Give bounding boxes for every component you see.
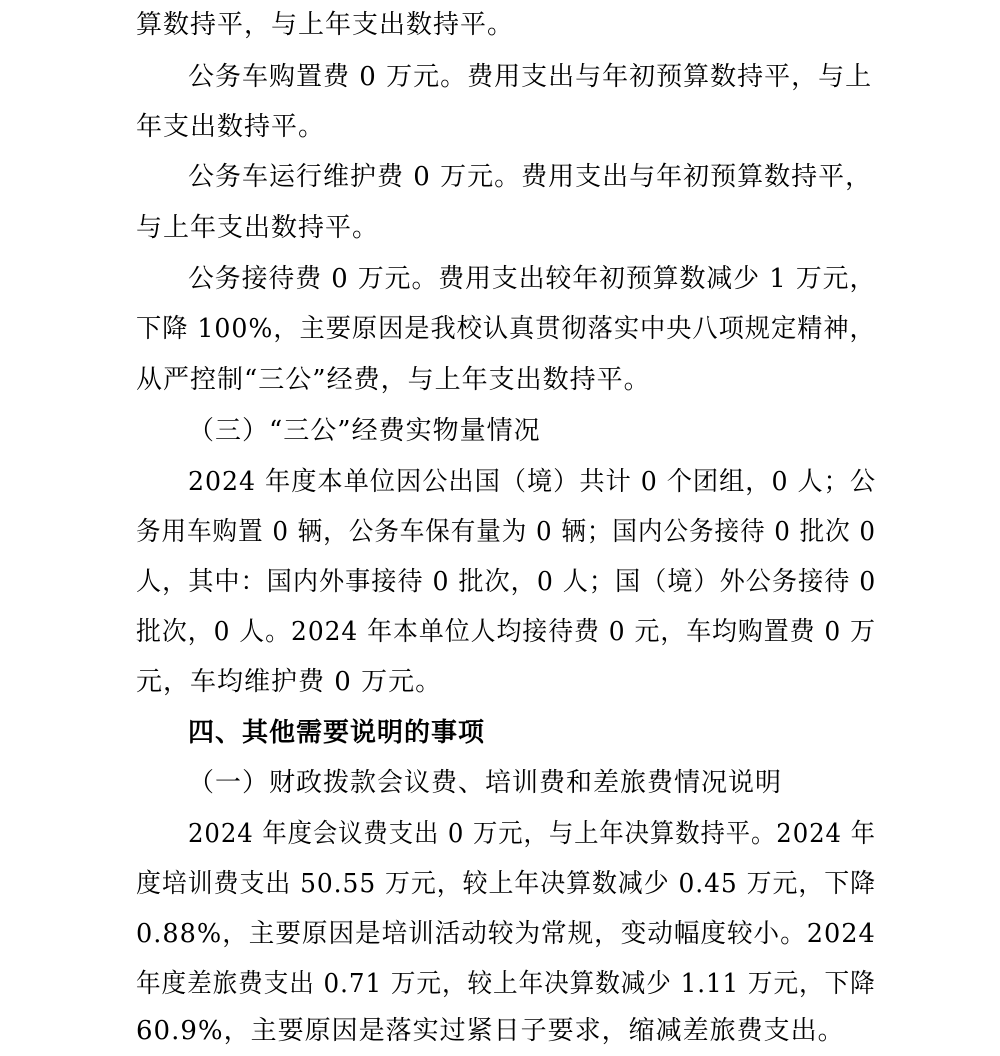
text-line — [0, 657, 1000, 707]
text-line — [0, 959, 1000, 1009]
text-line — [0, 507, 1000, 557]
heading-text: （一）财政拨款会议费、培训费和差旅费情况说明 — [188, 768, 783, 798]
line-text: 公务车运行维护费 0 万元。费用支出与年初预算数持平， — [188, 162, 873, 192]
line-text: 公务车购置费 0 万元。费用支出与年初预算数持平，与上 — [188, 62, 873, 92]
line-text: 下降 100%，主要原因是我校认真贯彻落实中央八项规定精神， — [136, 314, 876, 344]
line-text: 2024 年度本单位因公出国（境）共计 0 个团组，0 人；公 — [188, 467, 877, 497]
line-text: 算数持平，与上年支出数持平。 — [136, 10, 515, 40]
line-text: 批次，0 人。2024 年本单位人均接待费 0 元，车均购置费 0 万 — [136, 617, 876, 647]
text-line — [0, 152, 1000, 202]
text-line — [0, 355, 1000, 405]
text-line — [0, 557, 1000, 607]
text-line — [0, 457, 1000, 507]
text-line — [0, 102, 1000, 152]
text-line — [0, 0, 1000, 50]
line-text: 年度差旅费支出 0.71 万元，较上年决算数减少 1.11 万元，下降 — [136, 969, 876, 999]
text-line — [0, 809, 1000, 859]
line-text: 60.9%，主要原因是落实过紧日子要求，缩减差旅费支出。 — [136, 1016, 845, 1046]
section-heading — [0, 708, 1000, 758]
text-line — [0, 909, 1000, 959]
heading-text: （三）“三公”经费实物量情况 — [188, 416, 541, 446]
line-text: 人，其中：国内外事接待 0 批次，0 人；国（境）外公务接待 0 — [136, 567, 877, 597]
line-text: 务用车购置 0 辆，公务车保有量为 0 辆；国内公务接待 0 批次 0 — [136, 517, 876, 547]
line-text: 年支出数持平。 — [136, 112, 326, 142]
line-text: 从严控制“三公”经费，与上年支出数持平。 — [136, 365, 651, 395]
text-line — [0, 859, 1000, 909]
section-heading — [0, 406, 1000, 456]
line-text: 0.88%，主要原因是培训活动较为常规，变动幅度较小。2024 — [136, 919, 876, 949]
line-text: 公务接待费 0 万元。费用支出较年初预算数减少 1 万元， — [188, 264, 877, 294]
heading-text: 四、其他需要说明的事项 — [188, 718, 486, 748]
text-line — [0, 607, 1000, 657]
text-line — [0, 203, 1000, 253]
line-text: 2024 年度会议费支出 0 万元，与上年决算数持平。2024 年 — [188, 819, 876, 849]
line-text: 度培训费支出 50.55 万元，较上年决算数减少 0.45 万元，下降 — [136, 869, 876, 899]
text-line — [0, 304, 1000, 354]
text-line — [0, 1006, 1000, 1056]
line-text: 与上年支出数持平。 — [136, 213, 380, 243]
text-line — [0, 254, 1000, 304]
line-text: 元，车均维护费 0 万元。 — [136, 667, 443, 697]
subsection-heading — [0, 758, 1000, 808]
text-line — [0, 52, 1000, 102]
